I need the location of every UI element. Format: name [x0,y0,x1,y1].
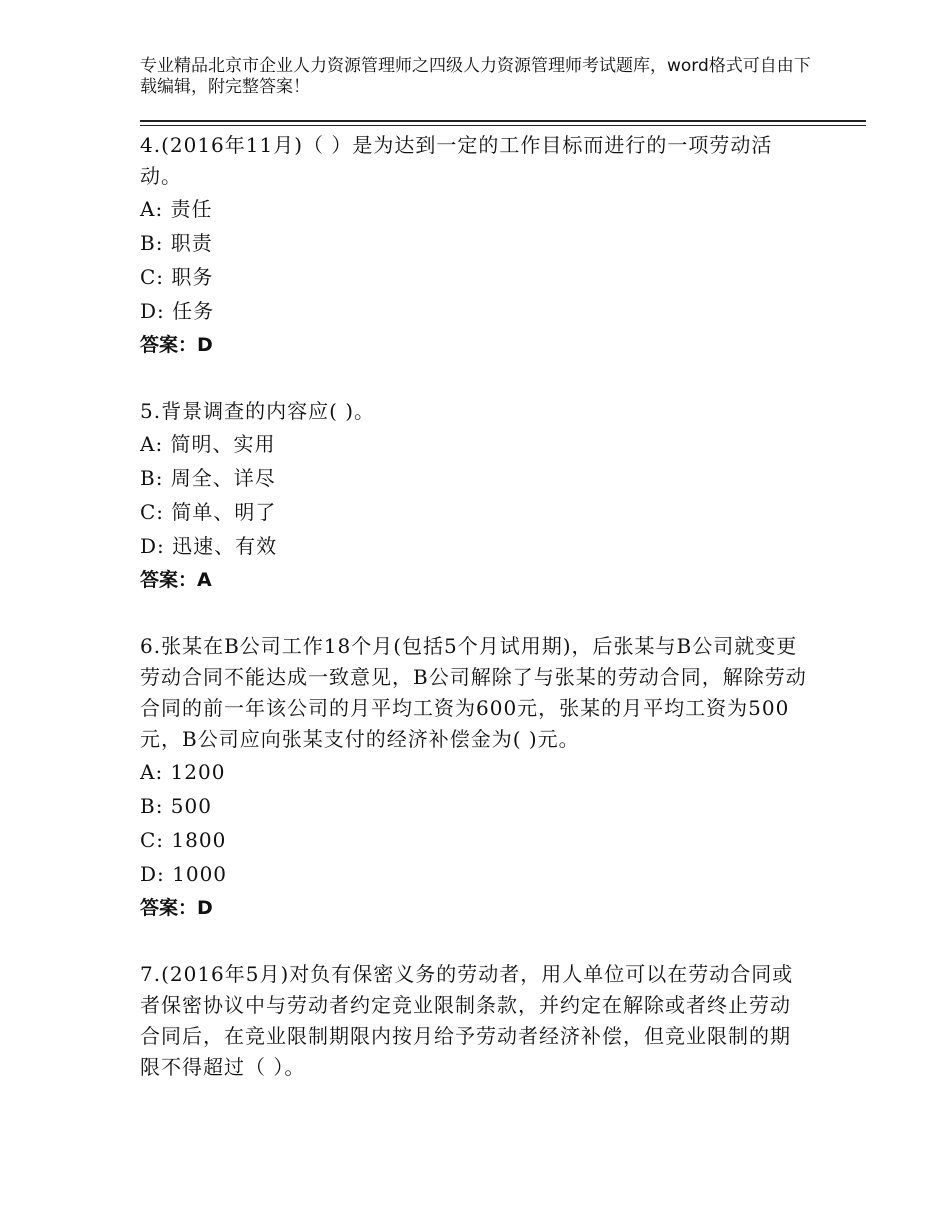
answer-label: 答案：D [140,897,213,919]
header-rule-thin [140,125,866,126]
option-a: A: 责任 [140,197,213,221]
option-b: B: 职责 [140,231,213,255]
question-4 [140,130,810,362]
option-b: B: 500 [140,794,212,818]
option-a: A: 简明、实用 [140,432,276,456]
question-stem: 7.(2016年5月)对负有保密义务的劳动者，用人单位可以在劳动合同或者保密协议中与劳动者约定竞业限制条款，并约定在解除或者终止劳动合同后，在竞业限制期限内按月给予劳动者经济补偿，但竞业限制的期限不得超过（ ）。 [140,962,794,1079]
answer-label: 答案：A [140,569,212,591]
option-a: A: 1200 [140,760,226,784]
option-c: C: 简单、明了 [140,500,277,524]
question-5 [140,396,810,597]
question-stem: 5.背景调查的内容应( )。 [140,399,376,423]
header-rule-thick [140,120,866,122]
question-stem: 4.(2016年11月)（ ）是为达到一定的工作目标而进行的一项劳动活动。 [140,133,773,188]
page-header: 专业精品北京市企业人力资源管理师之四级人力资源管理师考试题库，word格式可自由下载编辑，附完整答案！ [140,56,811,97]
option-d: D: 任务 [140,299,215,323]
answer-label: 答案：D [140,334,213,356]
option-d: D: 1000 [140,862,228,886]
option-c: C: 1800 [140,828,227,852]
option-c: C: 职务 [140,265,214,289]
question-stem: 6.张某在B公司工作18个月(包括5个月试用期)，后张某与B公司就变更劳动合同不能达成一致意见，B公司解除了与张某的劳动合同，解除劳动合同的前一年该公司的月平均工资为600元，张某的月平均工资为500元，B公司应向张某支付的经济补偿金为( )元。 [140,634,807,751]
option-d: D: 迅速、有效 [140,534,278,558]
option-b: B: 周全、详尽 [140,466,276,490]
question-list [140,130,810,1117]
question-6 [140,631,810,925]
question-7 [140,959,810,1083]
